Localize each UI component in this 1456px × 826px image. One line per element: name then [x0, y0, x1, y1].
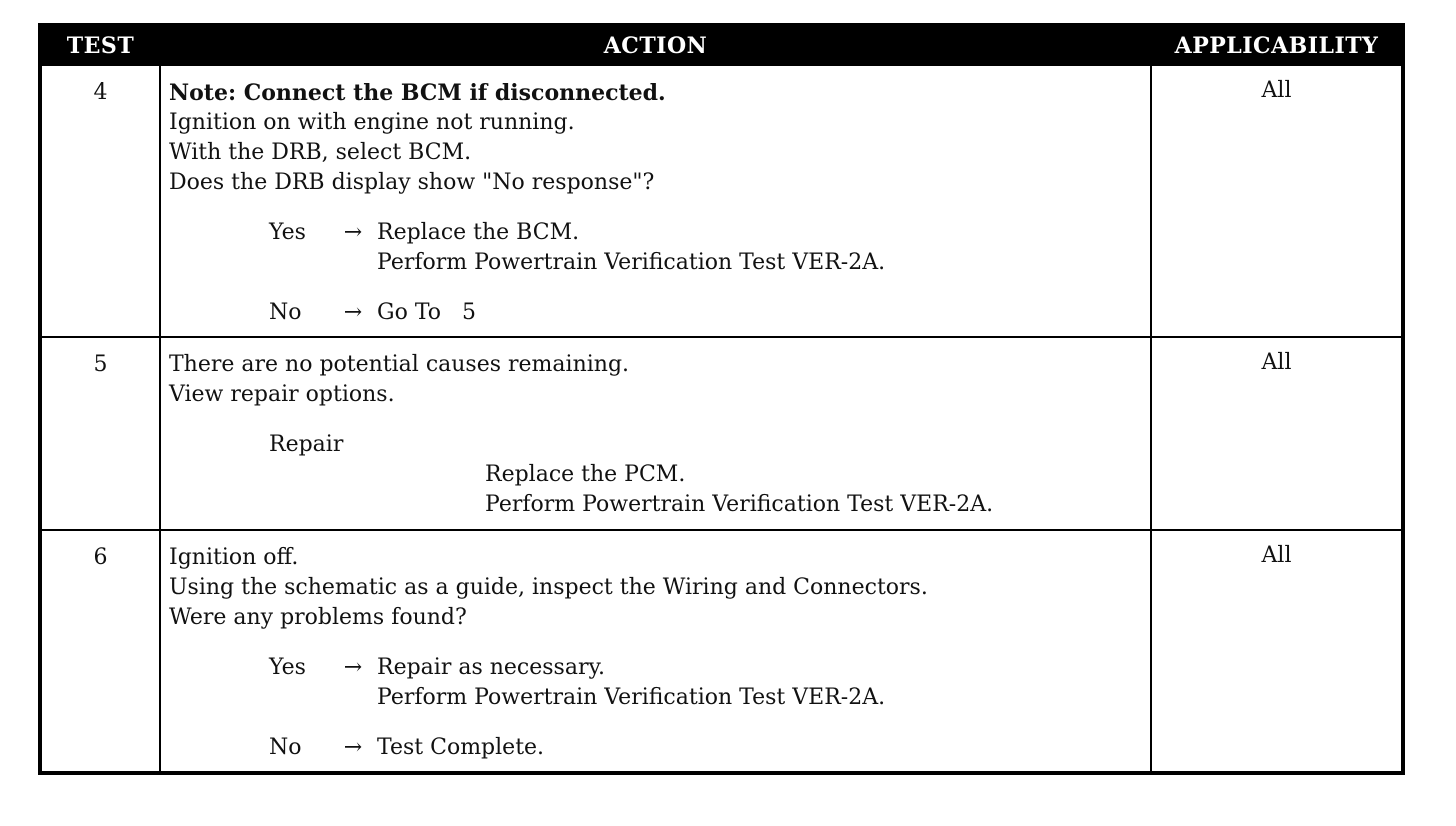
arrow-icon: → [343, 300, 363, 325]
action-line: Were any problems found? [169, 605, 467, 630]
table-row [40, 530, 1403, 773]
no-outcome [377, 733, 1142, 763]
action-line: Does the DRB display show "No response"? [169, 170, 655, 195]
repair-step: Replace the PCM. [485, 462, 686, 487]
yes-branch [269, 218, 1142, 278]
arrow-icon: → [343, 655, 363, 680]
outcome-line: Test Complete. [377, 735, 545, 760]
applicability-cell: All [1151, 65, 1403, 337]
note-text: Note: Connect the BCM if disconnected. [169, 80, 666, 106]
outcome-line: Go To 5 [377, 300, 476, 325]
header-applicability: APPLICABILITY [1151, 25, 1403, 65]
no-branch [269, 298, 1142, 328]
test-number: 6 [40, 530, 160, 773]
action-line: Ignition on with engine not running. [169, 110, 575, 135]
outcome-line: Repair as necessary. [377, 655, 605, 680]
action-cell [160, 530, 1151, 773]
applicability-cell: All [1151, 337, 1403, 530]
arrow-icon: → [343, 735, 363, 760]
applicability-cell: All [1151, 530, 1403, 773]
repair-label: Repair [269, 432, 344, 457]
outcome-line: Perform Powertrain Verification Test VER-2A. [377, 250, 886, 275]
table-row [40, 337, 1403, 530]
test-number: 4 [40, 65, 160, 337]
no-label: No [269, 735, 302, 760]
action-cell [160, 337, 1151, 530]
yes-label: Yes [269, 220, 306, 245]
header-action: ACTION [160, 25, 1151, 65]
repair-steps [485, 460, 1142, 520]
action-line: Using the schematic as a guide, inspect the Wiring and Connectors. [169, 575, 928, 600]
no-branch [269, 733, 1142, 763]
no-outcome [377, 298, 1142, 328]
action-line: Ignition off. [169, 545, 299, 570]
yes-label: Yes [269, 655, 306, 680]
repair-step: Perform Powertrain Verification Test VER-2A. [485, 492, 994, 517]
header-test: TEST [40, 25, 160, 65]
diagnostic-table [38, 23, 1405, 775]
table-header [40, 25, 1403, 65]
no-label: No [269, 300, 302, 325]
yes-branch [269, 653, 1142, 713]
action-cell [160, 65, 1151, 337]
action-line: View repair options. [169, 382, 395, 407]
test-number: 5 [40, 337, 160, 530]
outcome-line: Replace the BCM. [377, 220, 580, 245]
action-line: With the DRB, select BCM. [169, 140, 472, 165]
table-row [40, 65, 1403, 337]
repair-block [269, 430, 1142, 520]
action-line: There are no potential causes remaining. [169, 352, 630, 377]
arrow-icon: → [343, 220, 363, 245]
yes-outcome [377, 653, 1142, 713]
yes-outcome [377, 218, 1142, 278]
outcome-line: Perform Powertrain Verification Test VER-2A. [377, 685, 886, 710]
